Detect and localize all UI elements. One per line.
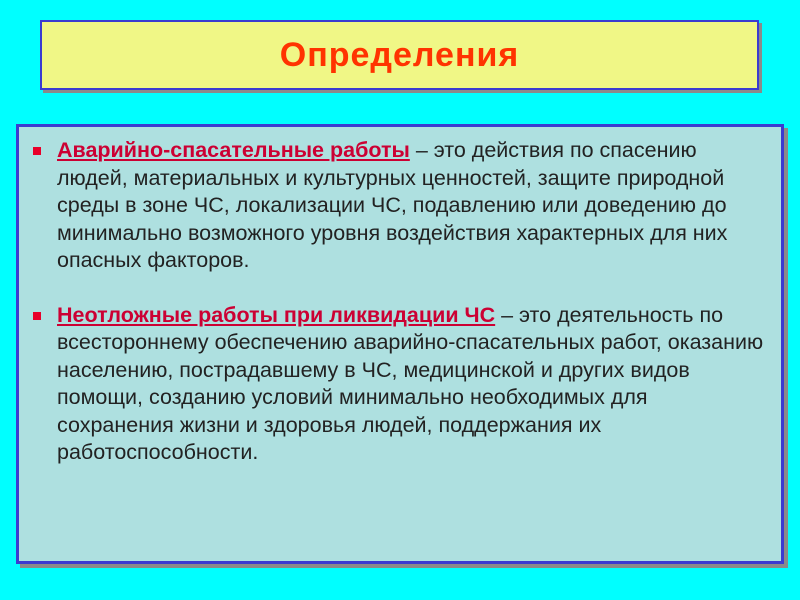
title-banner <box>40 20 759 90</box>
definitions-panel <box>16 124 784 564</box>
page-title: Определения <box>279 35 520 74</box>
definition-item <box>31 137 765 275</box>
definition-text: – это деятельность по всестороннему обеспечению аварийно-спасательных работ, оказанию населению, пострадавшему в ЧС, медицинской и других видов помощи, созданию условий минимально необходимых для сохранения жизни и здоровья людей, поддержания их работоспособности. <box>57 302 764 464</box>
definition-term: Аварийно-спасательные работы <box>57 138 410 162</box>
definition-term: Неотложные работы при ликвидации ЧС <box>57 302 496 327</box>
square-bullet-icon <box>33 312 41 320</box>
definition-text: – это действия по спасению людей, материальных и культурных ценностей, защите природной среды в зоне ЧС, локализации ЧС, подавлению или доведению до минимально возможного уровня воздействия характерных для них опасных факторов. <box>57 138 728 272</box>
square-bullet-icon <box>33 147 41 155</box>
definition-item <box>31 302 765 467</box>
